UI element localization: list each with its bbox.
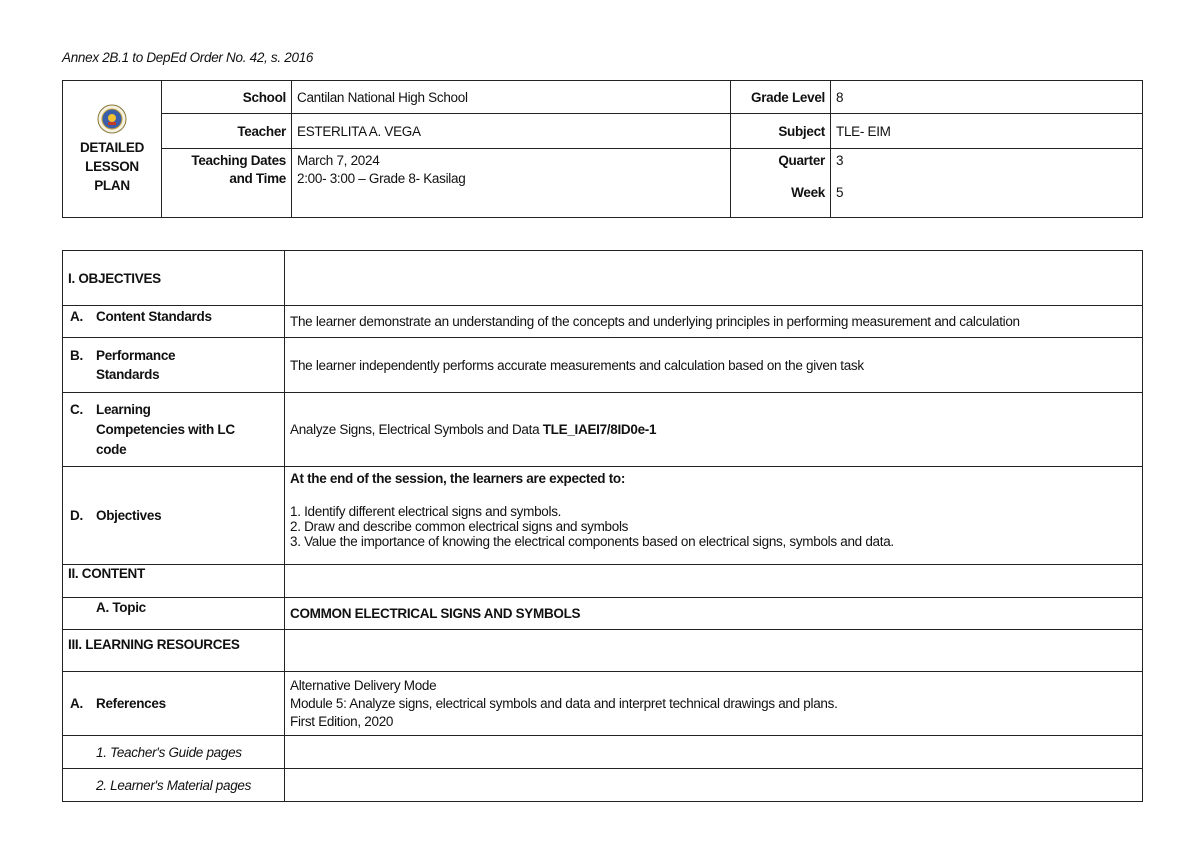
deped-seal-icon xyxy=(97,104,127,134)
performance-standards-label xyxy=(63,338,285,393)
plan-title-cell xyxy=(63,81,162,218)
objectives-label-text: Objectives xyxy=(96,508,162,523)
competencies-code: TLE_IAEI7/8ID0e-1 xyxy=(542,422,657,437)
content-standards-text: Content Standards xyxy=(96,309,212,324)
teachers-guide-value xyxy=(285,736,1143,769)
dates-label-line1: Teaching Dates xyxy=(191,153,286,168)
objectives-list xyxy=(290,504,1137,549)
plan-title-line3: PLAN xyxy=(94,177,130,193)
competencies-label-line2: Competencies with LC xyxy=(96,421,235,437)
references-label-text: References xyxy=(96,696,166,711)
objectives-heading-blank xyxy=(285,251,1143,306)
performance-label-line2: Standards xyxy=(96,367,160,382)
objective-item-1: 1. Identify different electrical signs and symbols. xyxy=(290,504,562,519)
dates-value xyxy=(292,149,731,218)
plan-title-line2: LESSON xyxy=(85,158,139,174)
teachers-guide-label: 1. Teacher's Guide pages xyxy=(63,736,285,769)
competencies-value xyxy=(285,393,1143,467)
teacher-value: ESTERLITA A. VEGA xyxy=(292,114,731,149)
objectives-value xyxy=(285,467,1143,565)
references-line-3: First Edition, 2020 xyxy=(290,713,394,729)
competencies-letter: C. xyxy=(70,401,83,417)
competencies-label xyxy=(63,393,285,467)
topic-label: A. Topic xyxy=(63,598,285,630)
objectives-intro: At the end of the session, the learners are expected to: xyxy=(290,471,626,486)
school-value: Cantilan National High School xyxy=(292,81,731,114)
school-label: School xyxy=(162,81,292,114)
references-line-1: Alternative Delivery Mode xyxy=(290,677,437,693)
objective-item-3: 3. Value the importance of knowing the electrical components based on electrical signs, symbols and data. xyxy=(290,534,894,549)
resources-heading-blank xyxy=(285,630,1143,672)
content-standards-label xyxy=(63,306,285,338)
week-value: 5 xyxy=(836,185,844,200)
quarter-label: Quarter xyxy=(778,153,825,168)
subject-value: TLE- EIM xyxy=(831,114,1143,149)
content-heading: II. CONTENT xyxy=(63,565,285,598)
week-label: Week xyxy=(791,185,825,200)
dates-value-line1: March 7, 2024 xyxy=(297,153,380,168)
grade-level-label: Grade Level xyxy=(731,81,831,114)
performance-label-line1: Performance xyxy=(96,348,176,363)
quarter-value: 3 xyxy=(836,153,844,168)
references-value xyxy=(285,672,1143,736)
competencies-label-line1: Learning xyxy=(96,401,151,417)
content-heading-blank xyxy=(285,565,1143,598)
lesson-plan-body xyxy=(62,250,1143,802)
grade-level-value: 8 xyxy=(831,81,1143,114)
dates-label xyxy=(162,149,292,218)
performance-standards-value: The learner independently performs accurate measurements and calculation based on the given task xyxy=(285,338,1143,393)
teacher-label: Teacher xyxy=(162,114,292,149)
references-letter: A. xyxy=(70,696,83,711)
dates-label-line2: and Time xyxy=(229,171,286,186)
references-line-2: Module 5: Analyze signs, electrical symbols and data and interpret technical drawings and plans. xyxy=(290,695,838,711)
lesson-plan-header xyxy=(62,80,1143,218)
objectives-letter: D. xyxy=(70,508,83,523)
quarter-week-labels xyxy=(731,149,831,218)
plan-title-line1: DETAILED xyxy=(79,139,145,155)
learners-material-label: 2. Learner's Material pages xyxy=(63,769,285,802)
learners-material-value xyxy=(285,769,1143,802)
content-standards-value: The learner demonstrate an understanding of the concepts and underlying principles in performing measurement and calculation xyxy=(285,306,1143,338)
resources-heading: III. LEARNING RESOURCES xyxy=(63,630,285,672)
topic-value: COMMON ELECTRICAL SIGNS AND SYMBOLS xyxy=(285,598,1143,630)
content-standards-letter: A. xyxy=(70,309,83,324)
subject-label: Subject xyxy=(731,114,831,149)
references-label xyxy=(63,672,285,736)
objectives-label xyxy=(63,467,285,565)
competencies-label-line3: code xyxy=(96,441,127,457)
objective-item-2: 2. Draw and describe common electrical signs and symbols xyxy=(290,519,629,534)
performance-letter: B. xyxy=(70,348,83,363)
objectives-heading: I. OBJECTIVES xyxy=(63,251,285,306)
quarter-week-values xyxy=(831,149,1143,218)
dates-value-line2: 2:00- 3:00 – Grade 8- Kasilag xyxy=(297,171,466,186)
competencies-text: Analyze Signs, Electrical Symbols and Data xyxy=(290,422,540,437)
annex-reference: Annex 2B.1 to DepEd Order No. 42, s. 2016 xyxy=(62,50,314,65)
